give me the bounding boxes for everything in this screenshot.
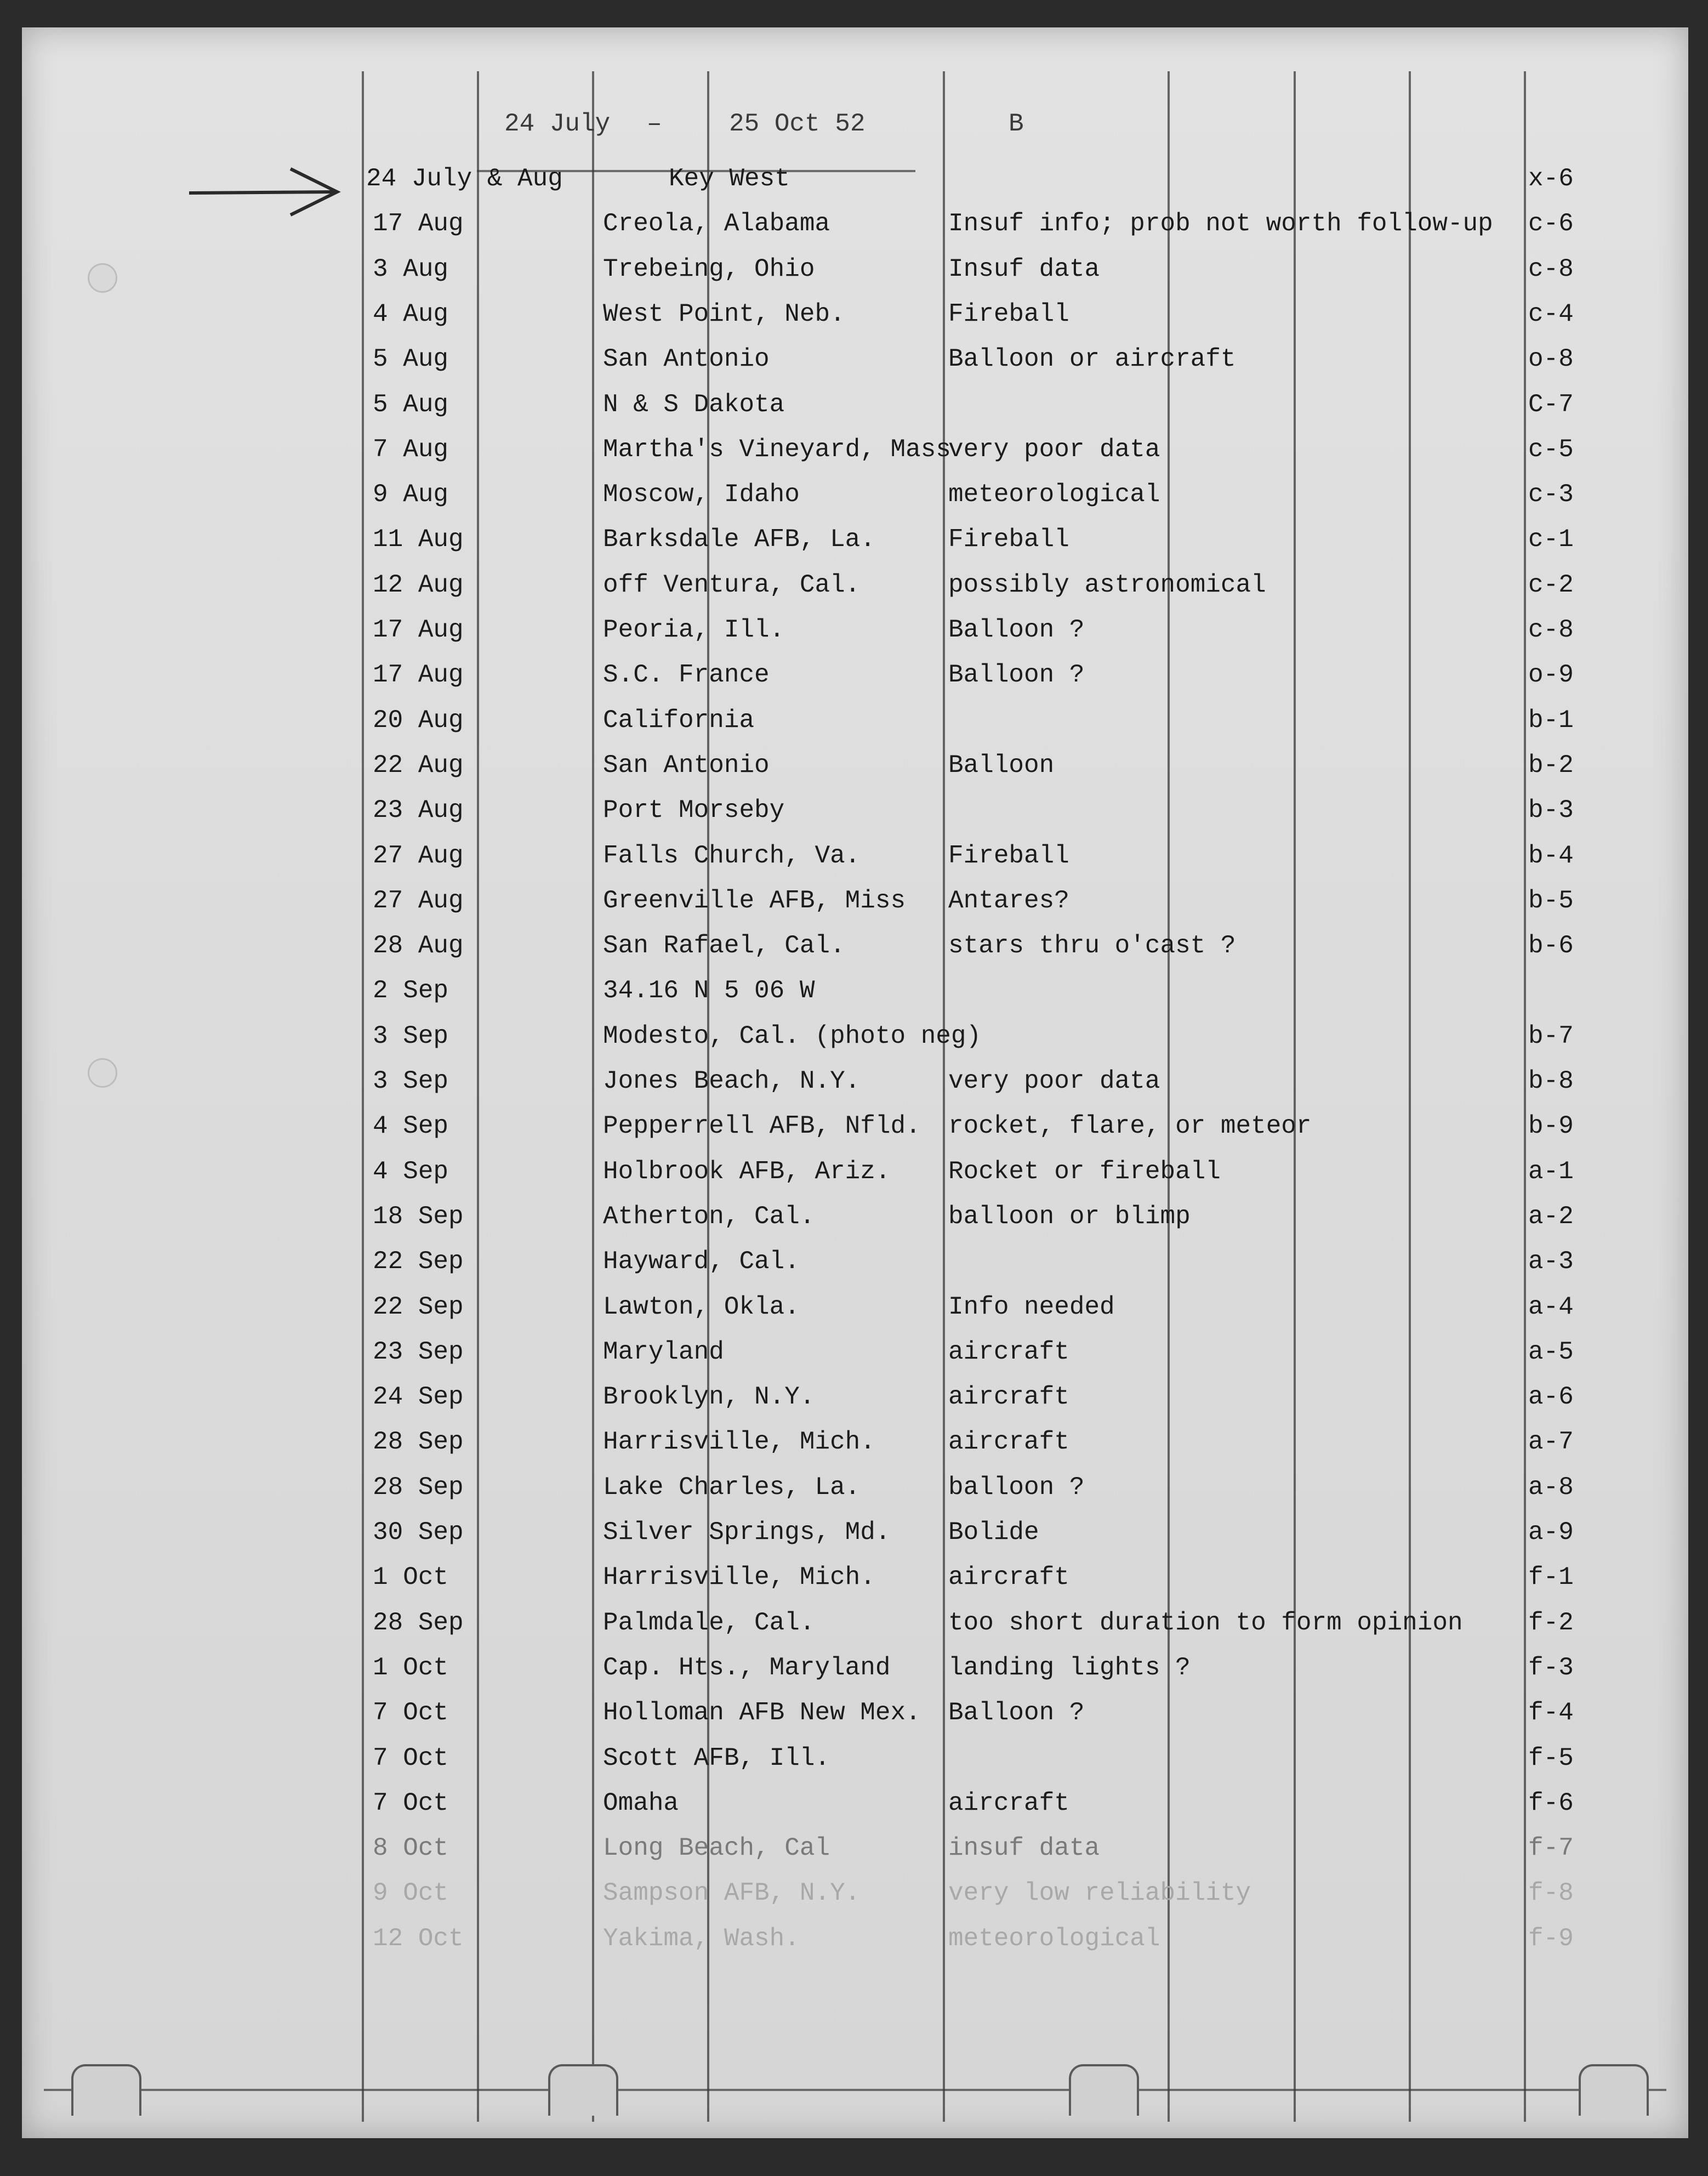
- row-date: 7 Oct: [373, 1788, 449, 1817]
- row-date: 9 Oct: [373, 1879, 449, 1908]
- arrow-icon: [186, 164, 345, 219]
- row-remark: aircraft: [948, 1428, 1069, 1457]
- row-remark: too short duration to form opinion: [948, 1608, 1463, 1637]
- row-remark: Balloon: [948, 751, 1055, 780]
- row-location: Port Morseby: [603, 796, 785, 825]
- row-code: b-3: [1528, 796, 1574, 825]
- row-code: c-1: [1528, 525, 1574, 554]
- row-date: 24 July & Aug: [366, 164, 563, 193]
- row-remark: Fireball: [948, 525, 1069, 554]
- row-location: Scott AFB, Ill.: [603, 1743, 830, 1772]
- row-date: 17 Aug: [373, 616, 464, 644]
- row-location: Peoria, Ill.: [603, 616, 785, 644]
- row-location: Cap. Hts., Maryland: [603, 1653, 891, 1682]
- row-date: 5 Aug: [373, 345, 449, 374]
- row-date: 7 Aug: [373, 435, 449, 464]
- header-date-right: 25 Oct 52: [729, 110, 866, 138]
- row-code: a-3: [1528, 1247, 1574, 1276]
- row-location: California: [603, 706, 755, 735]
- row-remark: Bolide: [948, 1518, 1039, 1547]
- header-letter: B: [1009, 110, 1024, 138]
- row-code: f-2: [1528, 1608, 1574, 1637]
- row-date: 7 Oct: [373, 1743, 449, 1772]
- row-date: 24 Sep: [373, 1383, 464, 1412]
- row-code: c-6: [1528, 209, 1574, 238]
- row-remark: insuf data: [948, 1834, 1100, 1863]
- row-code: a-9: [1528, 1518, 1574, 1547]
- row-location: Holbrook AFB, Ariz.: [603, 1157, 891, 1186]
- column-rule: [1409, 71, 1411, 2122]
- row-code: C-7: [1528, 390, 1574, 419]
- column-rule: [1168, 71, 1170, 2122]
- row-location: West Point, Neb.: [603, 299, 845, 328]
- row-date: 28 Aug: [373, 931, 464, 961]
- row-date: 28 Sep: [373, 1428, 464, 1457]
- row-date: 4 Sep: [373, 1112, 449, 1141]
- row-remark: aircraft: [948, 1563, 1069, 1592]
- row-code: c-8: [1528, 254, 1574, 283]
- row-code: f-1: [1528, 1563, 1574, 1592]
- row-date: 27 Aug: [373, 841, 464, 870]
- row-location: Brooklyn, N.Y.: [603, 1383, 815, 1412]
- header-date-left: 24 July: [504, 110, 611, 138]
- row-code: f-8: [1528, 1879, 1574, 1908]
- row-date: 5 Aug: [373, 390, 449, 419]
- row-location: Maryland: [603, 1337, 724, 1366]
- row-remark: very poor data: [948, 435, 1160, 464]
- row-location: San Rafael, Cal.: [603, 931, 845, 961]
- row-remark: Balloon ?: [948, 616, 1085, 644]
- row-location: Atherton, Cal.: [603, 1202, 815, 1231]
- row-code: a-8: [1528, 1473, 1574, 1502]
- row-location: Harrisville, Mich.: [603, 1428, 875, 1457]
- row-code: b-1: [1528, 706, 1574, 735]
- bottom-rule: [44, 2089, 1666, 2091]
- row-location: Moscow, Idaho: [603, 480, 800, 509]
- row-date: 4 Sep: [373, 1157, 449, 1186]
- row-location: S.C. France: [603, 661, 770, 690]
- row-date: 12 Oct: [373, 1924, 464, 1953]
- row-code: c-4: [1528, 299, 1574, 328]
- row-code: f-7: [1528, 1834, 1574, 1863]
- row-remark: Balloon or aircraft: [948, 345, 1236, 374]
- row-code: a-1: [1528, 1157, 1574, 1186]
- row-location: off Ventura, Cal.: [603, 570, 861, 599]
- punch-hole: [88, 1058, 117, 1088]
- row-location: Yakima, Wash.: [603, 1924, 800, 1953]
- row-remark: Antares?: [948, 886, 1069, 915]
- row-code: x-6: [1528, 164, 1574, 193]
- row-code: a-4: [1528, 1292, 1574, 1321]
- row-code: a-7: [1528, 1428, 1574, 1457]
- row-location: San Antonio: [603, 751, 770, 780]
- row-date: 18 Sep: [373, 1202, 464, 1231]
- row-location: Falls Church, Va.: [603, 841, 861, 870]
- row-code: c-3: [1528, 480, 1574, 509]
- row-code: o-8: [1528, 345, 1574, 374]
- row-location: Barksdale AFB, La.: [603, 525, 875, 554]
- row-location: Palmdale, Cal.: [603, 1608, 815, 1637]
- row-remark: Insuf info; prob not worth follow-up: [948, 209, 1493, 238]
- row-location: Creola, Alabama: [603, 209, 830, 238]
- row-code: a-2: [1528, 1202, 1574, 1231]
- row-date: 4 Aug: [373, 299, 449, 328]
- column-rule: [1524, 71, 1526, 2122]
- binder-tab: [71, 2064, 141, 2116]
- row-location: Pepperrell AFB, Nfld.: [603, 1112, 921, 1141]
- row-date: 17 Aug: [373, 661, 464, 690]
- row-code: b-4: [1528, 841, 1574, 870]
- row-location: Silver Springs, Md.: [603, 1518, 891, 1547]
- row-remark: balloon ?: [948, 1473, 1085, 1502]
- row-remark: very poor data: [948, 1067, 1160, 1095]
- row-date: 28 Sep: [373, 1608, 464, 1637]
- row-date: 23 Aug: [373, 796, 464, 825]
- row-date: 20 Aug: [373, 706, 464, 735]
- row-date: 30 Sep: [373, 1518, 464, 1547]
- row-remark: possibly astronomical: [948, 570, 1266, 599]
- row-location: Lake Charles, La.: [603, 1473, 861, 1502]
- row-code: b-9: [1528, 1112, 1574, 1141]
- row-remark: rocket, flare, or meteor: [948, 1112, 1312, 1141]
- row-date: 28 Sep: [373, 1473, 464, 1502]
- row-date: 8 Oct: [373, 1834, 449, 1863]
- row-location: Key West: [669, 164, 790, 193]
- row-code: f-3: [1528, 1653, 1574, 1682]
- column-rule: [362, 71, 364, 2122]
- row-remark: Fireball: [948, 841, 1069, 870]
- row-date: 3 Aug: [373, 254, 449, 283]
- row-code: f-5: [1528, 1743, 1574, 1772]
- column-rule: [592, 71, 594, 2122]
- row-remark: stars thru o'cast ?: [948, 931, 1236, 961]
- column-rule: [1294, 71, 1296, 2122]
- row-location: Sampson AFB, N.Y.: [603, 1879, 861, 1908]
- column-rule: [707, 71, 709, 2122]
- row-remark: Balloon ?: [948, 661, 1085, 690]
- binder-tab: [548, 2064, 618, 2116]
- row-code: o-9: [1528, 661, 1574, 690]
- row-date: 27 Aug: [373, 886, 464, 915]
- row-remark: Insuf data: [948, 254, 1100, 283]
- row-remark: Balloon ?: [948, 1698, 1085, 1728]
- row-remark: aircraft: [948, 1337, 1069, 1366]
- row-date: 11 Aug: [373, 525, 464, 554]
- row-remark: Info needed: [948, 1292, 1115, 1321]
- row-date: 22 Sep: [373, 1292, 464, 1321]
- row-code: f-9: [1528, 1924, 1574, 1953]
- column-rule: [943, 71, 945, 2122]
- row-code: b-7: [1528, 1021, 1574, 1050]
- row-date: 22 Aug: [373, 751, 464, 780]
- row-location: Martha's Vineyard, Mass: [603, 435, 951, 464]
- binder-tab: [1069, 2064, 1139, 2116]
- row-location: Lawton, Okla.: [603, 1292, 800, 1321]
- row-date: 1 Oct: [373, 1563, 449, 1592]
- row-location: Long Beach, Cal: [603, 1834, 830, 1863]
- row-date: 22 Sep: [373, 1247, 464, 1276]
- row-location: Omaha: [603, 1788, 679, 1817]
- row-code: a-6: [1528, 1383, 1574, 1412]
- row-remark: aircraft: [948, 1788, 1069, 1817]
- row-code: c-8: [1528, 616, 1574, 644]
- row-location: Harrisville, Mich.: [603, 1563, 875, 1592]
- row-code: b-6: [1528, 931, 1574, 961]
- row-remark: meteorological: [948, 1924, 1160, 1953]
- row-code: b-2: [1528, 751, 1574, 780]
- row-date: 3 Sep: [373, 1067, 449, 1095]
- row-date: 2 Sep: [373, 976, 449, 1005]
- row-date: 23 Sep: [373, 1337, 464, 1366]
- row-code: c-5: [1528, 435, 1574, 464]
- document-sheet: [22, 27, 1688, 2138]
- row-remark: meteorological: [948, 480, 1160, 509]
- row-remark: very low reliability: [948, 1879, 1251, 1908]
- column-rule: [477, 71, 479, 2122]
- header-dash: –: [647, 110, 662, 138]
- row-location: 34.16 N 5 06 W: [603, 976, 815, 1005]
- row-date: 17 Aug: [373, 209, 464, 238]
- punch-hole: [88, 263, 117, 293]
- row-location: Jones Beach, N.Y.: [603, 1067, 861, 1095]
- row-location: Greenville AFB, Miss: [603, 886, 906, 915]
- row-code: c-2: [1528, 570, 1574, 599]
- binder-tab: [1579, 2064, 1649, 2116]
- row-code: b-5: [1528, 886, 1574, 915]
- row-date: 3 Sep: [373, 1021, 449, 1050]
- row-code: b-8: [1528, 1067, 1574, 1095]
- row-location: Hayward, Cal.: [603, 1247, 800, 1276]
- row-remark: Fireball: [948, 299, 1069, 328]
- row-date: 12 Aug: [373, 570, 464, 599]
- row-remark: balloon or blimp: [948, 1202, 1191, 1231]
- row-code: f-4: [1528, 1698, 1574, 1728]
- row-date: 9 Aug: [373, 480, 449, 509]
- row-location: Holloman AFB New Mex.: [603, 1698, 921, 1728]
- row-date: 1 Oct: [373, 1653, 449, 1682]
- row-location: Modesto, Cal. (photo neg): [603, 1021, 982, 1050]
- row-code: f-6: [1528, 1788, 1574, 1817]
- row-location: N & S Dakota: [603, 390, 785, 419]
- row-code: a-5: [1528, 1337, 1574, 1366]
- row-remark: Rocket or fireball: [948, 1157, 1221, 1186]
- row-location: Trebeing, Ohio: [603, 254, 815, 283]
- row-remark: landing lights ?: [948, 1653, 1191, 1682]
- row-location: San Antonio: [603, 345, 770, 374]
- row-remark: aircraft: [948, 1383, 1069, 1412]
- row-date: 7 Oct: [373, 1698, 449, 1728]
